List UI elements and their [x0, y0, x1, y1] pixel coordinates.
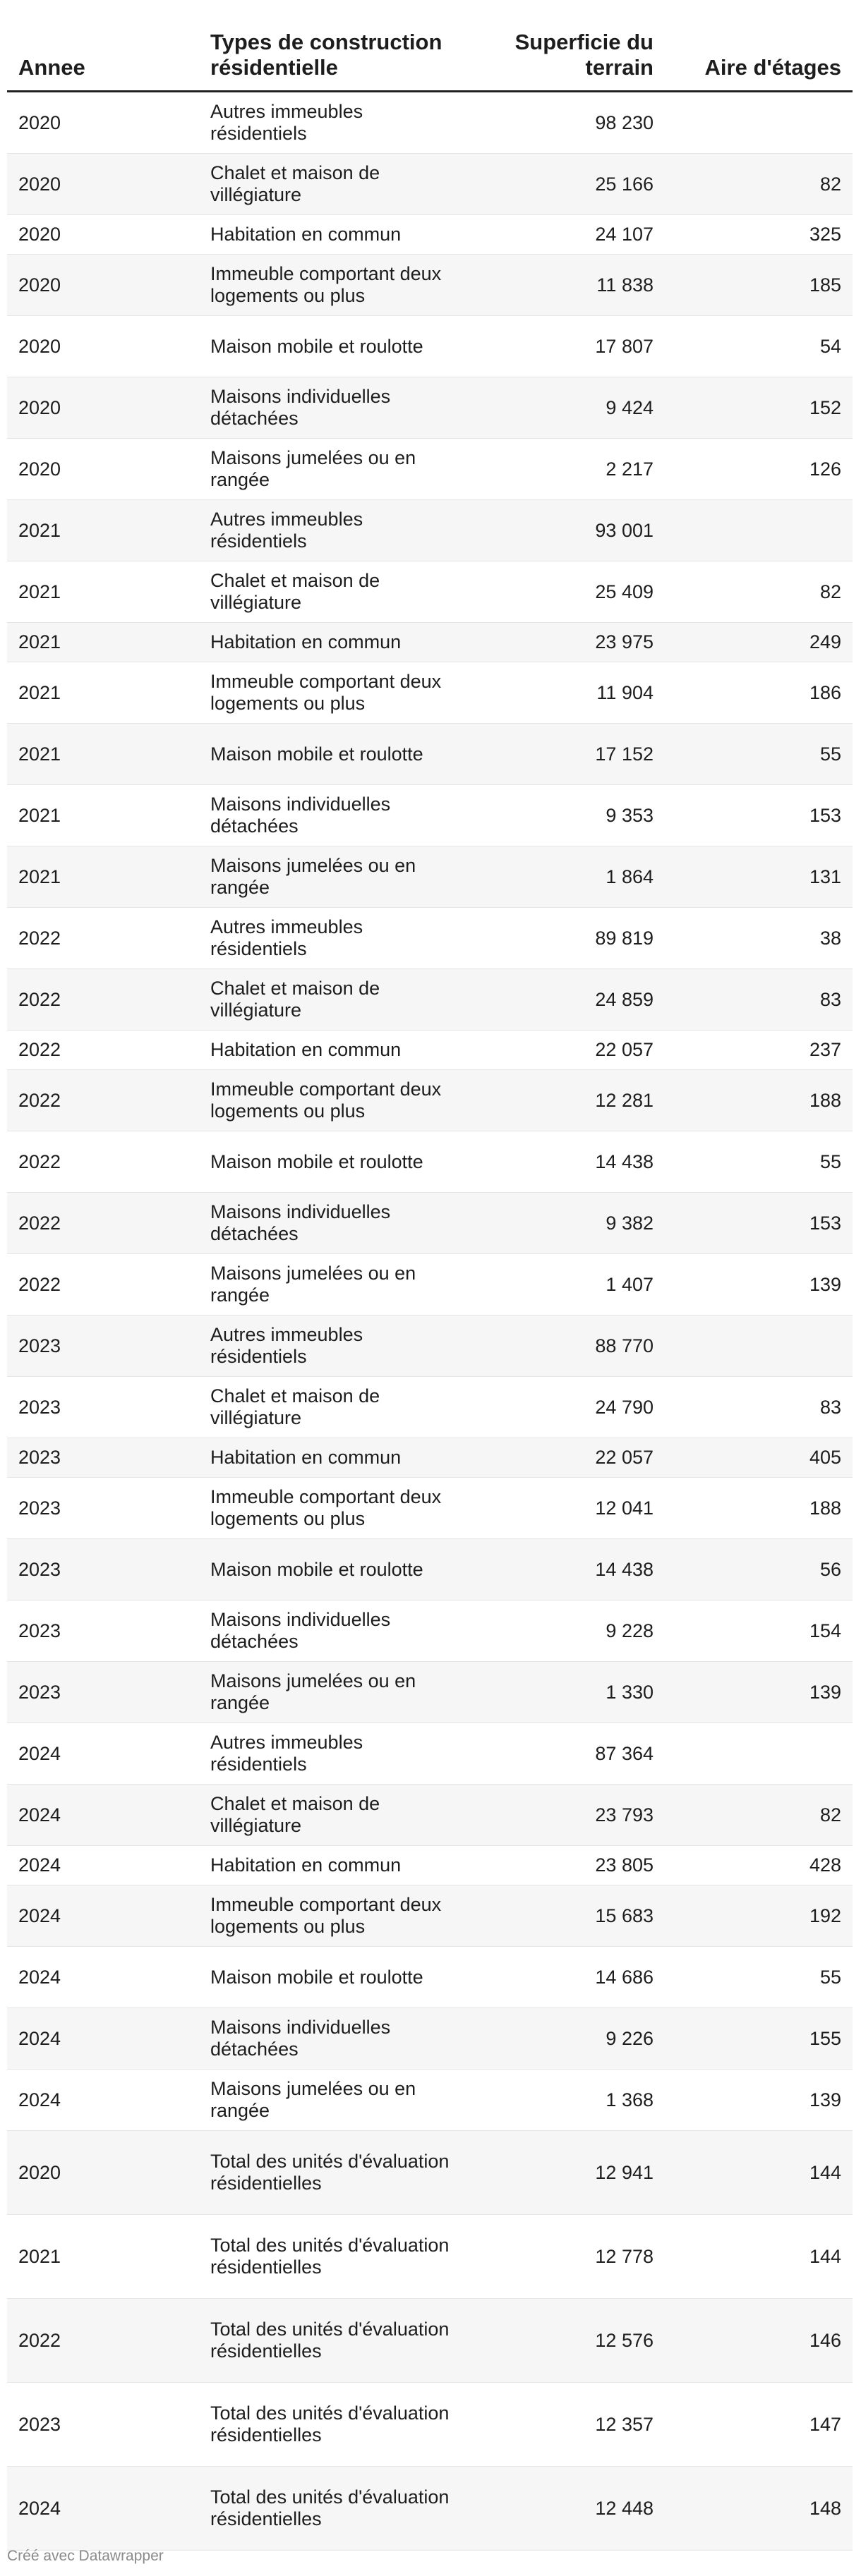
cell-aire: 405	[665, 1438, 853, 1478]
table-row	[7, 92, 853, 154]
datawrapper-credit[interactable]: Créé avec Datawrapper	[7, 2548, 164, 2564]
table-row	[7, 623, 853, 662]
cell-type: Habitation en commun	[199, 1031, 467, 1070]
cell-type: Maisons individuelles détachées	[199, 1600, 467, 1662]
cell-aire: 82	[665, 561, 853, 623]
cell-superficie: 23 805	[467, 1846, 665, 1885]
table-row	[7, 1600, 853, 1662]
cell-type: Immeuble comportant deux logements ou plus	[199, 662, 467, 724]
cell-aire: 237	[665, 1031, 853, 1070]
cell-annee: 2023	[7, 1478, 199, 1539]
table-row	[7, 1785, 853, 1846]
cell-superficie: 9 382	[467, 1193, 665, 1254]
cell-superficie: 1 368	[467, 2070, 665, 2131]
table-row	[7, 1846, 853, 1885]
cell-annee: 2023	[7, 1438, 199, 1478]
cell-type: Maison mobile et roulotte	[199, 1131, 467, 1193]
cell-superficie: 12 576	[467, 2299, 665, 2383]
table-row	[7, 1438, 853, 1478]
cell-annee: 2020	[7, 377, 199, 439]
cell-annee: 2024	[7, 1846, 199, 1885]
cell-superficie: 14 438	[467, 1131, 665, 1193]
table-row	[7, 1316, 853, 1377]
cell-annee: 2021	[7, 846, 199, 908]
table-row	[7, 1885, 853, 1947]
cell-annee: 2024	[7, 1785, 199, 1846]
header-superficie[interactable]: Superficie du terrain	[467, 0, 665, 92]
cell-type: Chalet et maison de villégiature	[199, 969, 467, 1031]
cell-type: Habitation en commun	[199, 1846, 467, 1885]
cell-aire: 146	[665, 2299, 853, 2383]
table-row	[7, 1478, 853, 1539]
cell-superficie: 23 793	[467, 1785, 665, 1846]
cell-annee: 2022	[7, 1193, 199, 1254]
cell-aire: 186	[665, 662, 853, 724]
cell-superficie: 24 107	[467, 215, 665, 255]
cell-superficie: 9 228	[467, 1600, 665, 1662]
cell-type: Autres immeubles résidentiels	[199, 92, 467, 154]
cell-aire	[665, 500, 853, 561]
cell-superficie: 87 364	[467, 1723, 665, 1785]
cell-type: Habitation en commun	[199, 215, 467, 255]
cell-aire: 148	[665, 2467, 853, 2551]
cell-annee: 2020	[7, 2131, 199, 2215]
cell-aire: 139	[665, 1254, 853, 1316]
table-row	[7, 1131, 853, 1193]
cell-annee: 2020	[7, 316, 199, 377]
cell-superficie: 24 790	[467, 1377, 665, 1438]
cell-superficie: 98 230	[467, 92, 665, 154]
cell-type: Maisons individuelles détachées	[199, 785, 467, 846]
cell-type: Autres immeubles résidentiels	[199, 500, 467, 561]
cell-superficie: 12 281	[467, 1070, 665, 1131]
cell-annee: 2021	[7, 561, 199, 623]
cell-superficie: 2 217	[467, 439, 665, 500]
cell-superficie: 22 057	[467, 1438, 665, 1478]
cell-annee: 2022	[7, 1131, 199, 1193]
cell-aire: 82	[665, 154, 853, 215]
cell-annee: 2023	[7, 1316, 199, 1377]
cell-annee: 2022	[7, 1254, 199, 1316]
cell-aire	[665, 1316, 853, 1377]
cell-annee: 2020	[7, 215, 199, 255]
cell-type: Immeuble comportant deux logements ou plus	[199, 1070, 467, 1131]
cell-annee: 2023	[7, 1662, 199, 1723]
cell-aire: 144	[665, 2131, 853, 2215]
cell-superficie: 22 057	[467, 1031, 665, 1070]
table-row	[7, 2070, 853, 2131]
cell-annee: 2020	[7, 154, 199, 215]
cell-type: Maisons jumelées ou en rangée	[199, 1662, 467, 1723]
cell-annee: 2020	[7, 255, 199, 316]
cell-superficie: 25 166	[467, 154, 665, 215]
cell-annee: 2023	[7, 2383, 199, 2467]
table-row	[7, 2383, 853, 2467]
cell-aire: 83	[665, 969, 853, 1031]
table-header	[7, 0, 853, 92]
table-row	[7, 846, 853, 908]
cell-annee: 2021	[7, 785, 199, 846]
cell-aire: 139	[665, 1662, 853, 1723]
cell-type: Immeuble comportant deux logements ou plus	[199, 1885, 467, 1947]
cell-superficie: 11 838	[467, 255, 665, 316]
table-row	[7, 316, 853, 377]
cell-type: Chalet et maison de villégiature	[199, 154, 467, 215]
table-row	[7, 908, 853, 969]
cell-type: Maison mobile et roulotte	[199, 316, 467, 377]
cell-annee: 2021	[7, 623, 199, 662]
cell-superficie: 12 041	[467, 1478, 665, 1539]
cell-superficie: 23 975	[467, 623, 665, 662]
cell-type: Maison mobile et roulotte	[199, 1947, 467, 2008]
table-row	[7, 1070, 853, 1131]
header-row	[7, 0, 853, 92]
cell-aire: 126	[665, 439, 853, 500]
cell-type: Autres immeubles résidentiels	[199, 1723, 467, 1785]
cell-superficie: 17 807	[467, 316, 665, 377]
data-table	[7, 0, 853, 2551]
cell-aire: 152	[665, 377, 853, 439]
cell-type: Total des unités d'évaluation résidentielles	[199, 2383, 467, 2467]
cell-type: Maisons individuelles détachées	[199, 2008, 467, 2070]
cell-annee: 2023	[7, 1600, 199, 1662]
cell-type: Total des unités d'évaluation résidentielles	[199, 2131, 467, 2215]
cell-superficie: 14 438	[467, 1539, 665, 1600]
cell-annee: 2022	[7, 2299, 199, 2383]
cell-aire: 55	[665, 724, 853, 785]
cell-superficie: 17 152	[467, 724, 665, 785]
cell-annee: 2020	[7, 92, 199, 154]
cell-annee: 2023	[7, 1377, 199, 1438]
table-row	[7, 662, 853, 724]
cell-annee: 2023	[7, 1539, 199, 1600]
cell-type: Total des unités d'évaluation résidentielles	[199, 2215, 467, 2299]
cell-aire: 155	[665, 2008, 853, 2070]
cell-type: Habitation en commun	[199, 1438, 467, 1478]
table-row	[7, 2008, 853, 2070]
cell-type: Maisons jumelées ou en rangée	[199, 1254, 467, 1316]
table-row	[7, 1254, 853, 1316]
cell-type: Maisons individuelles détachées	[199, 1193, 467, 1254]
cell-annee: 2022	[7, 969, 199, 1031]
cell-aire: 185	[665, 255, 853, 316]
table-row	[7, 1377, 853, 1438]
cell-aire: 188	[665, 1070, 853, 1131]
cell-aire: 144	[665, 2215, 853, 2299]
cell-aire: 154	[665, 1600, 853, 1662]
cell-superficie: 9 226	[467, 2008, 665, 2070]
cell-superficie: 12 941	[467, 2131, 665, 2215]
cell-aire: 54	[665, 316, 853, 377]
cell-annee: 2024	[7, 2467, 199, 2551]
cell-type: Habitation en commun	[199, 623, 467, 662]
cell-annee: 2021	[7, 662, 199, 724]
cell-annee: 2022	[7, 1031, 199, 1070]
header-annee[interactable]: Annee	[7, 0, 199, 92]
cell-aire: 249	[665, 623, 853, 662]
cell-aire: 153	[665, 1193, 853, 1254]
table-row	[7, 154, 853, 215]
cell-superficie: 25 409	[467, 561, 665, 623]
cell-type: Immeuble comportant deux logements ou plus	[199, 1478, 467, 1539]
table-row	[7, 1193, 853, 1254]
cell-type: Maisons jumelées ou en rangée	[199, 439, 467, 500]
cell-superficie: 12 357	[467, 2383, 665, 2467]
cell-aire: 55	[665, 1131, 853, 1193]
cell-annee: 2022	[7, 1070, 199, 1131]
table-row	[7, 1031, 853, 1070]
cell-type: Chalet et maison de villégiature	[199, 1377, 467, 1438]
cell-aire	[665, 1723, 853, 1785]
cell-superficie: 24 859	[467, 969, 665, 1031]
table-row	[7, 2467, 853, 2551]
cell-aire: 192	[665, 1885, 853, 1947]
cell-aire: 428	[665, 1846, 853, 1885]
cell-aire: 83	[665, 1377, 853, 1438]
table-row	[7, 1662, 853, 1723]
cell-aire: 82	[665, 1785, 853, 1846]
cell-superficie: 12 448	[467, 2467, 665, 2551]
cell-type: Maisons jumelées ou en rangée	[199, 846, 467, 908]
table-row	[7, 561, 853, 623]
cell-type: Total des unités d'évaluation résidentielles	[199, 2467, 467, 2551]
cell-annee: 2021	[7, 724, 199, 785]
table-row	[7, 439, 853, 500]
table-row	[7, 377, 853, 439]
cell-type: Autres immeubles résidentiels	[199, 908, 467, 969]
cell-annee: 2020	[7, 439, 199, 500]
cell-superficie: 15 683	[467, 1885, 665, 1947]
cell-aire: 147	[665, 2383, 853, 2467]
cell-superficie: 93 001	[467, 500, 665, 561]
table-row	[7, 2299, 853, 2383]
cell-annee: 2022	[7, 908, 199, 969]
cell-aire: 131	[665, 846, 853, 908]
cell-superficie: 89 819	[467, 908, 665, 969]
cell-type: Maison mobile et roulotte	[199, 1539, 467, 1600]
cell-aire: 56	[665, 1539, 853, 1600]
cell-superficie: 11 904	[467, 662, 665, 724]
cell-type: Chalet et maison de villégiature	[199, 1785, 467, 1846]
table-row	[7, 969, 853, 1031]
table-row	[7, 2215, 853, 2299]
cell-annee: 2021	[7, 500, 199, 561]
cell-annee: 2024	[7, 1947, 199, 2008]
table-row	[7, 785, 853, 846]
table-row	[7, 2131, 853, 2215]
table-row	[7, 1539, 853, 1600]
table-body	[7, 92, 853, 2551]
cell-annee: 2024	[7, 1723, 199, 1785]
cell-type: Maisons individuelles détachées	[199, 377, 467, 439]
table-row	[7, 1723, 853, 1785]
cell-type: Maisons jumelées ou en rangée	[199, 2070, 467, 2131]
cell-type: Immeuble comportant deux logements ou plus	[199, 255, 467, 316]
table-row	[7, 255, 853, 316]
cell-aire: 325	[665, 215, 853, 255]
cell-aire	[665, 92, 853, 154]
cell-superficie: 12 778	[467, 2215, 665, 2299]
header-types[interactable]: Types de construction résidentielle	[199, 0, 467, 92]
cell-aire: 188	[665, 1478, 853, 1539]
cell-superficie: 9 353	[467, 785, 665, 846]
cell-type: Maison mobile et roulotte	[199, 724, 467, 785]
header-aire[interactable]: Aire d'étages	[665, 0, 853, 92]
cell-annee: 2024	[7, 2070, 199, 2131]
cell-superficie: 1 330	[467, 1662, 665, 1723]
cell-aire: 38	[665, 908, 853, 969]
cell-aire: 55	[665, 1947, 853, 2008]
table-row	[7, 724, 853, 785]
cell-type: Total des unités d'évaluation résidentielles	[199, 2299, 467, 2383]
cell-superficie: 9 424	[467, 377, 665, 439]
cell-annee: 2024	[7, 1885, 199, 1947]
cell-superficie: 1 407	[467, 1254, 665, 1316]
cell-type: Chalet et maison de villégiature	[199, 561, 467, 623]
cell-superficie: 88 770	[467, 1316, 665, 1377]
cell-annee: 2024	[7, 2008, 199, 2070]
cell-aire: 153	[665, 785, 853, 846]
table-row	[7, 1947, 853, 2008]
table-row	[7, 215, 853, 255]
cell-annee: 2021	[7, 2215, 199, 2299]
cell-aire: 139	[665, 2070, 853, 2131]
cell-superficie: 1 864	[467, 846, 665, 908]
cell-superficie: 14 686	[467, 1947, 665, 2008]
cell-type: Autres immeubles résidentiels	[199, 1316, 467, 1377]
table-row	[7, 500, 853, 561]
